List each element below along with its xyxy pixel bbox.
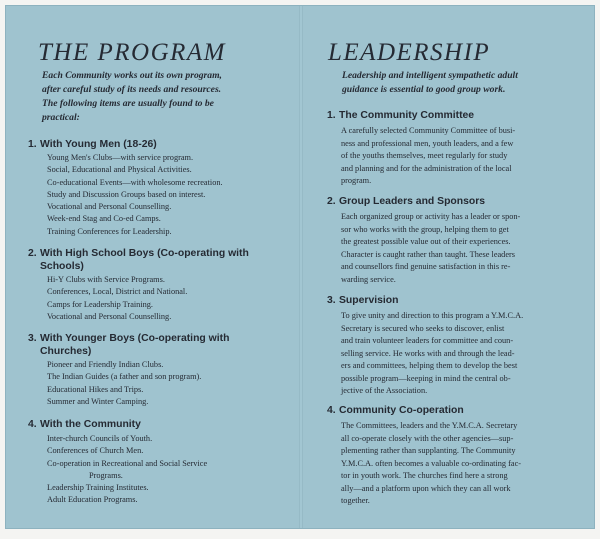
list-item: Leadership Training Institutes. [47, 483, 149, 493]
list-item: Hi-Y Clubs with Service Programs. [47, 275, 165, 284]
paragraph-line: jective of the Association. [341, 386, 428, 395]
program-section-4-heading [28, 418, 141, 431]
paragraph-line: ers and committees, helping them to develop the best [341, 361, 518, 370]
list-item: Programs. [89, 470, 123, 480]
list-item: Study and Discussion Groups based on interest. [47, 189, 206, 199]
list-item: Conferences of Church Men. [47, 446, 144, 456]
list-item: Educational Hikes and Trips. [47, 384, 144, 394]
section-heading-text: With Young Men (18-26) [40, 139, 157, 150]
program-intro-line: Each Community works out its own program, [42, 70, 222, 81]
paragraph-line: the greatest possible value out of their experiences. [341, 237, 511, 246]
program-section-2-items [47, 274, 187, 323]
paragraph-line: tor in youth work. The churches find here a strong [341, 471, 508, 480]
list-item: Summer and Winter Camping. [47, 396, 149, 406]
leadership-intro-line: Leadership and intelligent sympathetic adult [342, 70, 518, 81]
section-heading-text: With Younger Boys (Co-operating with [40, 333, 230, 344]
section-number: 4. [28, 419, 37, 430]
program-intro-line: The following items are usually found to be [42, 98, 214, 109]
leadership-section-2-text [341, 211, 520, 286]
list-item: Camps for Leadership Training. [47, 299, 154, 309]
list-item: Pioneer and Friendly Indian Clubs. [47, 360, 164, 369]
leadership-section-1-heading [327, 109, 474, 122]
paragraph-line: ness and professional men, youth leaders, and a few [341, 138, 514, 148]
program-intro [42, 69, 222, 125]
program-section-2-heading [28, 247, 249, 273]
paragraph-line: Secretary is secured who seeks to discover, enlist [341, 323, 505, 333]
paragraph-line: warding service. [341, 274, 396, 284]
list-item: Inter-church Councils of Youth. [47, 434, 153, 443]
paragraph-line: Character is caught rather than taught. These leaders [341, 249, 516, 259]
list-item: The Indian Guides (a father and son program). [47, 372, 202, 382]
program-section-4-items [47, 433, 207, 507]
paragraph-line: of the youths themselves, meet regularly for study [341, 151, 508, 160]
list-item: Week-end Stag and Co-ed Camps. [47, 214, 161, 224]
list-item: Training Conferences for Leadership. [47, 226, 172, 236]
program-title: THE PROGRAM [38, 39, 226, 66]
leadership-intro [342, 69, 518, 97]
program-section-3-heading [28, 332, 229, 358]
leadership-section-3-text [341, 310, 523, 398]
paragraph-line: A carefully selected Community Committee of busi- [341, 126, 516, 135]
leadership-intro-line: guidance is essential to good group work. [342, 84, 506, 95]
list-item: Co-operation in Recreational and Social Service [47, 458, 208, 468]
program-panel [6, 6, 299, 528]
paragraph-line: all co-operate closely with the other agencies—sup- [341, 433, 514, 443]
section-heading-text: With High School Boys (Co-operating with [40, 248, 249, 259]
leadership-section-4-text [341, 420, 521, 508]
list-item: Conferences, Local, District and National. [47, 287, 188, 297]
paragraph-line: program. [341, 176, 372, 185]
paragraph-line: Y.M.C.A. often becomes a valuable co-ordinating fac- [341, 458, 522, 468]
section-heading-text: Group Leaders and Sponsors [339, 196, 486, 207]
program-section-3-items [47, 359, 201, 408]
section-heading-text: Schools) [40, 261, 84, 272]
paragraph-line: and train volunteer leaders for committee and coun- [341, 336, 514, 345]
section-number: 1. [327, 110, 336, 121]
list-item: Co-educational Events—with wholesome recreation. [47, 177, 223, 187]
section-number: 3. [327, 295, 336, 306]
leadership-panel [303, 6, 594, 528]
paragraph-line: sor who works with the group, helping them to get [341, 224, 509, 234]
paragraph-line: plementing rather than supplanting. The Community [341, 446, 516, 455]
section-heading-text: Churches) [40, 346, 92, 357]
list-item: Vocational and Personal Counselling. [47, 311, 172, 321]
list-item: Young Men's Clubs—with service program. [47, 153, 194, 162]
section-number: 3. [28, 333, 37, 344]
list-item: Adult Education Programs. [47, 495, 138, 505]
leadership-section-4-heading [327, 404, 464, 417]
paragraph-line: and counsellors find genuine satisfaction in this re- [341, 262, 511, 271]
list-item: Social, Educational and Physical Activities. [47, 165, 192, 175]
section-heading-text: Community Co-operation [339, 405, 464, 416]
paragraph-line: Each organized group or activity has a leader or spon- [341, 212, 521, 221]
program-section-1-heading [28, 138, 157, 151]
paragraph-line: To give unity and direction to this program a Y.M.C.A. [341, 311, 524, 320]
paragraph-line: selling service. He works with and through the lead- [341, 348, 515, 358]
leadership-section-3-heading [327, 294, 398, 307]
program-intro-line: after careful study of its needs and resources. [42, 84, 222, 95]
leadership-section-2-heading [327, 195, 485, 208]
paragraph-line: The Committees, leaders and the Y.M.C.A. Secretary [341, 421, 518, 430]
paragraph-line: together. [341, 496, 370, 505]
section-number: 1. [28, 139, 37, 150]
pamphlet-spread [6, 6, 594, 528]
paragraph-line: and planning and for the administration of the local [341, 163, 512, 173]
list-item: Vocational and Personal Counselling. [47, 202, 172, 212]
paragraph-line: ally—and a platform upon which they can all work [341, 483, 511, 493]
section-heading-text: Supervision [339, 295, 399, 306]
program-intro-line: practical: [42, 112, 80, 123]
paragraph-line: possible program—keeping in mind the central ob- [341, 373, 511, 383]
leadership-section-1-text [341, 125, 515, 188]
section-number: 2. [28, 248, 37, 259]
section-number: 4. [327, 405, 336, 416]
section-heading-text: The Community Committee [339, 110, 475, 121]
section-heading-text: With the Community [40, 419, 141, 430]
section-number: 2. [327, 196, 336, 207]
leadership-title: LEADERSHIP [328, 39, 491, 66]
program-section-1-items [47, 152, 223, 238]
